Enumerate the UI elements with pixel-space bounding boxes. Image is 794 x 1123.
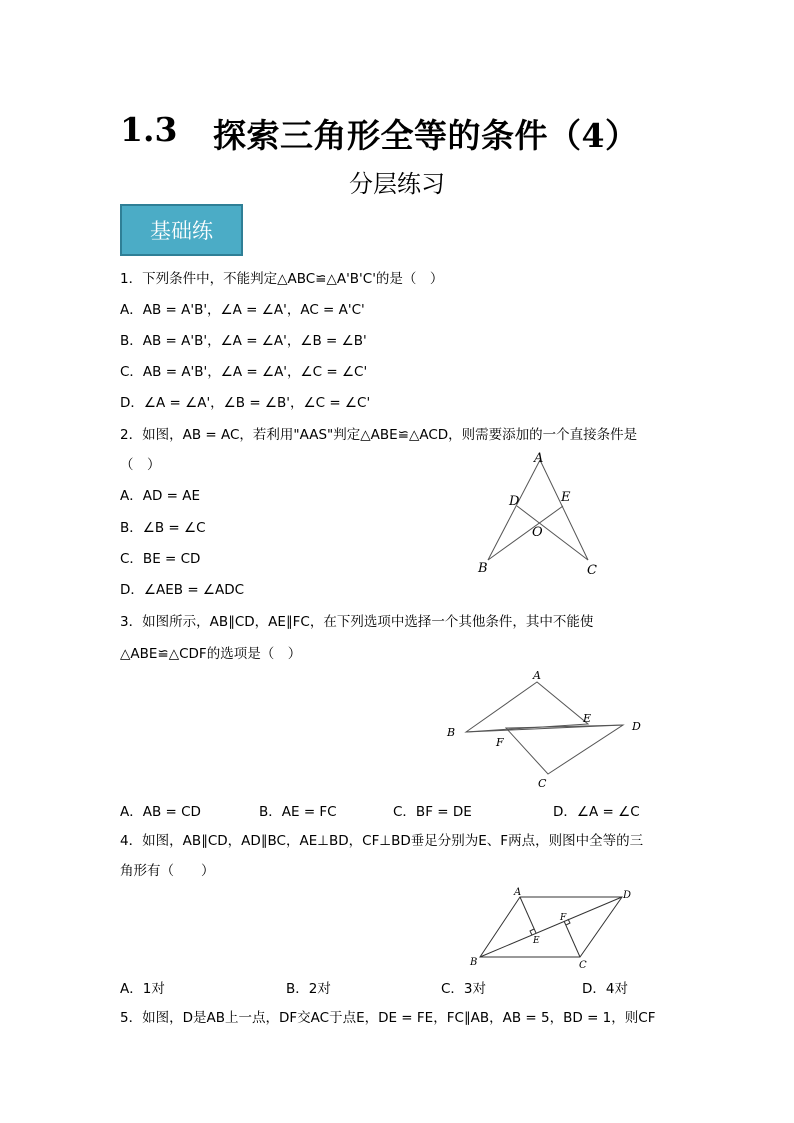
q1-option-c: C．AB = A'B'，∠A = ∠A'，∠C = ∠C' (120, 364, 368, 380)
q2-label-d: D (509, 494, 520, 509)
q3-option-c: C．BF = DE (393, 804, 472, 820)
q4-label-c: C (579, 960, 587, 971)
lesson-title-text: 探索三角形全等的条件（4） (213, 116, 639, 155)
q2-stem-cont: （ ） (120, 457, 161, 473)
lesson-number: 1.3 (120, 110, 178, 149)
q4-label-a: A (514, 887, 522, 898)
q4-option-a: A．1对 (120, 981, 165, 997)
level-badge: 基础练 (120, 204, 243, 256)
q2-option-d: D．∠AEB = ∠ADC (120, 582, 245, 598)
q3-stem-cont: △ABE≌△CDF的选项是（ ） (120, 646, 302, 662)
q4-stem-cont: 角形有（ ） (120, 863, 215, 879)
q1-option-a: A．AB = A'B'，∠A = ∠A'，AC = A'C' (120, 302, 365, 318)
q2-stem: 2．如图，AB = AC，若利用"AAS"判定△ABE≌△ACD，则需要添加的一个直接条件是 (120, 427, 638, 443)
q2-label-b: B (478, 561, 488, 576)
q3-stem: 3．如图所示，AB∥CD，AE∥FC，在下列选项中选择一个其他条件，其中不能使 (120, 614, 594, 630)
q5-stem: 5．如图，D是AB上一点，DF交AC于点E，DE = FE，FC∥AB，AB = 5，BD = 1，则CF (120, 1010, 656, 1026)
q3-figure (440, 666, 650, 794)
page-subtitle: 分层练习 (349, 170, 445, 198)
q4-option-c: C．3对 (441, 981, 487, 997)
q2-label-e: E (561, 490, 571, 505)
q1-option-b: B．AB = A'B'，∠A = ∠A'，∠B = ∠B' (120, 333, 367, 349)
q4-figure (462, 880, 640, 972)
q4-label-e: E (533, 936, 540, 946)
q3-option-b: B．AE = FC (259, 804, 337, 820)
q2-label-a: A (534, 451, 544, 466)
q2-option-b: B．∠B = ∠C (120, 520, 206, 536)
q4-label-d: D (623, 890, 632, 901)
q1-option-d: D．∠A = ∠A'，∠B = ∠B'，∠C = ∠C' (120, 395, 371, 411)
q2-option-a: A．AD = AE (120, 488, 201, 504)
q2-figure (470, 448, 610, 580)
q3-label-f: F (496, 736, 504, 749)
q2-label-c: C (587, 563, 597, 578)
q3-option-d: D．∠A = ∠C (553, 804, 640, 820)
q3-label-c: C (538, 777, 547, 790)
q1-stem: 1．下列条件中，不能判定△ABC≌△A'B'C'的是（ ） (120, 271, 444, 287)
q4-stem: 4．如图，AB∥CD，AD∥BC，AE⊥BD，CF⊥BD垂足分别为E、F两点，则图中全等的三 (120, 833, 644, 849)
q3-label-b: B (447, 726, 456, 739)
q3-label-d: D (632, 720, 641, 733)
q4-option-d: D．4对 (582, 981, 628, 997)
lesson-title (0, 106, 794, 156)
q2-option-c: C．BE = CD (120, 551, 201, 567)
q3-label-e: E (583, 712, 592, 725)
q3-option-a: A．AB = CD (120, 804, 201, 820)
q3-label-a: A (533, 669, 541, 682)
q2-label-o: O (532, 525, 543, 540)
q4-label-b: B (470, 957, 478, 968)
q4-label-f: F (560, 913, 567, 923)
q4-option-b: B．2对 (286, 981, 331, 997)
